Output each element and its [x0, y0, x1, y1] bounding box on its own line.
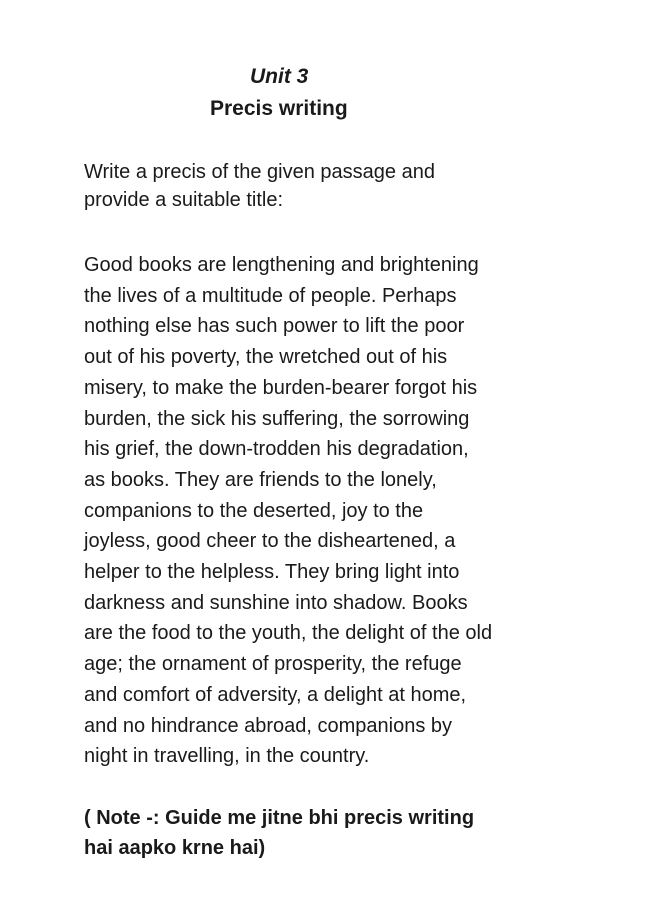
note-line: ( Note -: Guide me jitne bhi precis writing [84, 807, 475, 829]
passage-line: darkness and sunshine into shadow. Books [84, 591, 468, 614]
instruction-line: provide a suitable title: [84, 189, 284, 211]
passage-line: companions to the deserted, joy to the [84, 499, 424, 522]
note-paragraph [84, 803, 604, 863]
instruction-line: Write a precis of the given passage and [84, 161, 435, 183]
passage-line: his grief, the down-trodden his degradation, [84, 438, 469, 461]
instruction-paragraph [84, 158, 584, 214]
passage-line: Good books are lengthening and brightening [84, 254, 479, 276]
passage-line: as books. They are friends to the lonely, [84, 468, 437, 491]
passage-line: out of his poverty, the wretched out of his [84, 346, 448, 369]
passage-line: nothing else has such power to lift the poor [84, 315, 465, 338]
passage-line: and no hindrance abroad, companions by [84, 714, 453, 737]
passage-line: age; the ornament of prosperity, the refuge [84, 653, 462, 676]
passage-line: burden, the sick his suffering, the sorrowing [84, 407, 470, 430]
passage-line: and comfort of adversity, a delight at home, [84, 683, 467, 706]
passage-line: are the food to the youth, the delight of the old [84, 622, 493, 645]
passage-line: misery, to make the burden-bearer forgot his [84, 376, 478, 399]
passage-line: night in travelling, in the country. [84, 745, 370, 768]
passage-line: joyless, good cheer to the disheartened, a [84, 530, 456, 553]
passage-paragraph [84, 250, 584, 772]
passage-line: helper to the helpless. They bring light into [84, 561, 460, 584]
topic-heading: Precis writing [210, 97, 348, 120]
note-line: hai aapko krne hai) [84, 837, 266, 859]
passage-line: the lives of a multitude of people. Perhaps [84, 284, 457, 307]
unit-heading: Unit 3 [250, 65, 309, 88]
